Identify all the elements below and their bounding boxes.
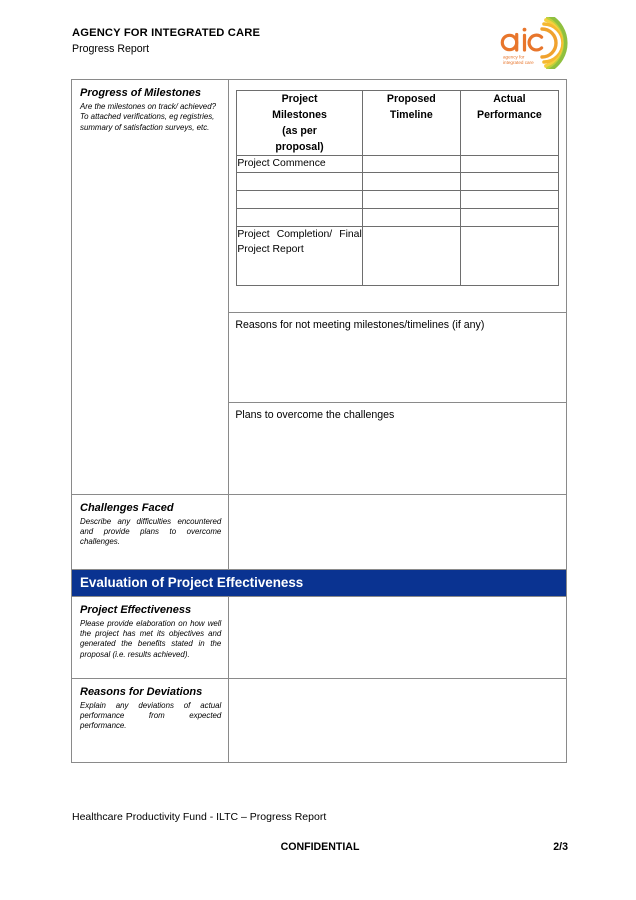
- milestones-table-cell: [229, 80, 567, 313]
- challenges-answer-cell[interactable]: [229, 494, 567, 569]
- table-row: [237, 226, 559, 285]
- section-title-effectiveness: Project Effectiveness: [80, 603, 192, 616]
- cell-performance-2[interactable]: [460, 172, 558, 190]
- table-row: [237, 190, 559, 208]
- cell-milestone-4[interactable]: [237, 208, 362, 226]
- section-banner-evaluation: Evaluation of Project Effectiveness: [72, 570, 566, 596]
- plans-to-overcome-cell[interactable]: [229, 402, 567, 494]
- logo-tagline-line2: integrated care: [503, 60, 534, 65]
- milestones-header-row: [237, 91, 559, 156]
- deviations-label-cell: [72, 678, 229, 762]
- milestones-spacer: [229, 286, 566, 312]
- cell-performance-5[interactable]: [460, 226, 558, 285]
- document-header: [72, 26, 568, 72]
- footer-bottom-line: [72, 839, 568, 855]
- cell-milestone-2[interactable]: [237, 172, 362, 190]
- section-description-challenges: Describe any difficulties encountered and provide plans to overcome challenges.: [80, 516, 222, 547]
- section-description-deviations: Explain any deviations of actual performance from expected performance.: [80, 700, 222, 731]
- cell-performance-1[interactable]: [460, 156, 558, 173]
- col3-line1: Actual: [493, 93, 526, 105]
- aic-logo-icon: [498, 17, 590, 69]
- deviations-answer-cell[interactable]: [229, 678, 567, 762]
- column-header-actual-performance: [460, 91, 558, 156]
- col1-line3: (as per: [282, 125, 317, 137]
- logo-tagline-line1: agency for: [503, 54, 525, 60]
- section-row-challenges-faced: [72, 494, 567, 569]
- challenges-label-cell: [72, 494, 229, 569]
- col3-line2: Performance: [477, 109, 542, 121]
- table-row: [237, 156, 559, 173]
- col1-line4: proposal): [275, 141, 324, 153]
- col1-line2: Milestones: [272, 109, 327, 121]
- column-header-proposed-timeline: [362, 91, 460, 156]
- aic-logo: [498, 17, 590, 69]
- progress-label-cell: [72, 80, 229, 495]
- section-description-effectiveness: Please provide elaboration on how well the project has met its objectives and generated the benefits stated in the proposal (i.e. results achieved).: [80, 618, 222, 659]
- section-row-progress-of-milestones: [72, 80, 567, 313]
- cell-timeline-3[interactable]: [362, 190, 460, 208]
- table-row: [237, 208, 559, 226]
- section-title-challenges: Challenges Faced: [80, 501, 174, 514]
- cell-milestone-3[interactable]: [237, 190, 362, 208]
- document-footer: [72, 810, 568, 855]
- progress-report-form: [71, 79, 567, 763]
- col2-line1: Proposed: [386, 93, 436, 105]
- cell-performance-4[interactable]: [460, 208, 558, 226]
- cell-timeline-4[interactable]: [362, 208, 460, 226]
- section-title-deviations: Reasons for Deviations: [80, 685, 203, 698]
- cell-milestone-1[interactable]: Project Commence: [237, 156, 362, 173]
- effectiveness-label-cell: [72, 596, 229, 678]
- plans-to-overcome-label: Plans to overcome the challenges: [235, 408, 395, 421]
- footer-confidential-label: CONFIDENTIAL: [280, 841, 360, 853]
- reasons-not-meeting-label: Reasons for not meeting milestones/timelines (if any): [235, 318, 485, 331]
- organization-name: AGENCY FOR INTEGRATED CARE: [72, 27, 261, 39]
- footer-document-line: Healthcare Productivity Fund - ILTC – Progress Report: [72, 811, 327, 823]
- column-header-project-milestones: [237, 91, 362, 156]
- col2-line2: Timeline: [389, 109, 433, 121]
- milestones-table: [236, 90, 559, 286]
- col1-line1: Project: [281, 93, 318, 105]
- cell-timeline-1[interactable]: [362, 156, 460, 173]
- footer-page-number: 2/3: [553, 841, 568, 853]
- cell-milestone-5[interactable]: Project Completion/ Final Project Report: [237, 226, 362, 285]
- section-row-project-effectiveness: [72, 596, 567, 678]
- section-description-progress: Are the milestones on track/ achieved? To attached verifications, eg registries, summary of satisfaction surveys, etc.: [80, 102, 216, 132]
- cell-timeline-5[interactable]: [362, 226, 460, 285]
- reasons-not-meeting-cell[interactable]: [229, 312, 567, 402]
- effectiveness-answer-cell[interactable]: [229, 596, 567, 678]
- evaluation-banner-row: [72, 569, 567, 596]
- evaluation-banner-cell: [72, 569, 567, 596]
- cell-timeline-2[interactable]: [362, 172, 460, 190]
- document-subtitle: Progress Report: [72, 43, 150, 55]
- cell-performance-3[interactable]: [460, 190, 558, 208]
- section-title-progress: Progress of Milestones: [80, 87, 202, 99]
- table-row: [237, 172, 559, 190]
- section-row-reasons-for-deviations: [72, 678, 567, 762]
